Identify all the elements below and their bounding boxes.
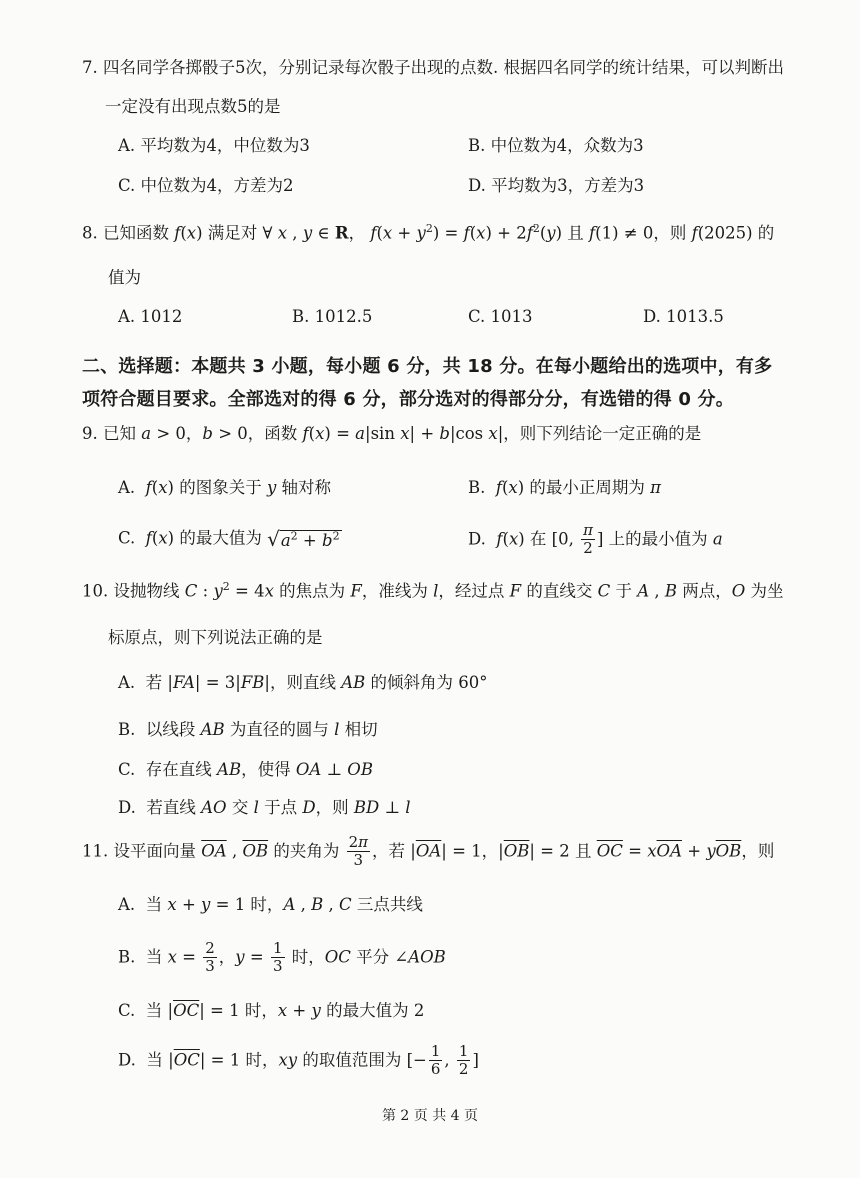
q7-option-a: A. 平均数为4，中位数为3 — [118, 136, 310, 155]
q11-option-d: D. 当 $|\overline{OC}| = 1$ 时，xy 的取值范围为 [− $\frac{1}{6}$ , $\frac{1}{2}$ ] — [118, 1042, 479, 1079]
page-footer: 第 2 页 共 4 页 — [381, 1108, 479, 1124]
q9-option-c: C. f(x) 的最大值为 $√a^2 + b^2$ — [118, 527, 340, 551]
q8-stem-line2: 值为 — [108, 268, 141, 287]
q11-option-c: C. 当 $|\overline{OC}| = 1$ 时，x + y 的最大值为 2 — [118, 1001, 425, 1020]
q7-option-d: D. 平均数为3，方差为3 — [468, 176, 645, 195]
q8-stem-line1: 8. 已知函数 f(x) 满足对 ∀ x , y ∈ R， $f(x + y^2) = f(x) + 2f^2(y)$ 且 f(1) ≠ 0，则 f(2025) 的 — [82, 222, 775, 243]
section2-heading-line1: 二、选择题：本题共 3 小题，每小题 6 分，共 18 分。在每小题给出的选项中，有多 — [82, 356, 773, 377]
q11-option-a: A. 当 x + y = 1 时，A , B , C 三点共线 — [118, 895, 423, 914]
q8-option-b: B. 1012.5 — [292, 307, 373, 326]
q10-number: 10. — [82, 581, 109, 601]
q9-number: 9. — [82, 424, 98, 443]
q11-stem: 11. 设平面向量 $\overline{OA}$ , $\overline{OB}$ 的夹角为 $\frac{2\pi}{3}$ ，若 $|\overline{OA}| = 1$，$|\overline{OB}| = 2$ 且 $\overline{OC} = x\overline{OA} + y\overline{OB}$，则 — [82, 833, 775, 870]
section2-heading-line2: 项符合题目要求。全部选对的得 6 分，部分选对的得部分分，有选错的得 0 分。 — [82, 389, 734, 410]
q10-option-a: A. 若 |FA| = 3|FB|，则直线 AB 的倾斜角为 60° — [118, 673, 488, 692]
q9-tail: ，则下列结论一定正确的是 — [503, 424, 702, 443]
q10-stem-line2: 标原点，则下列说法正确的是 — [108, 628, 323, 647]
q8-option-a: A. 1012 — [118, 307, 183, 326]
q9-option-a: A. f(x) 的图象关于 y 轴对称 — [118, 478, 332, 497]
q9-option-b: B. f(x) 的最小正周期为 π — [468, 478, 662, 497]
q11-number: 11. — [82, 841, 109, 861]
q10-stem-line1: 10. 设抛物线 C : $y^2 = 4x$ 的焦点为 F，准线为 l，经过点 F 的直线交 C 于 A , B 两点，O 为坐 — [82, 580, 784, 601]
q10-option-c: C. 存在直线 AB，使得 OA ⊥ OB — [118, 760, 373, 779]
q8-prefix: 8. 已知函数 — [82, 223, 169, 243]
q7-stem-line1: 7. 四名同学各掷骰子5次，分别记录每次骰子出现的点数. 根据四名同学的统计结果，可以判断出 — [82, 58, 784, 77]
q10-option-d: D. 若直线 AO 交 l 于点 D，则 BD ⊥ l — [118, 798, 411, 817]
q8-option-c: C. 1013 — [468, 307, 533, 326]
q7-option-b: B. 中位数为4，众数为3 — [468, 136, 644, 155]
q9-option-d: D. f(x) 在 [0, $\frac{\pi}{2}$ ] 上的最小值为 a — [468, 521, 723, 558]
q7-stem-line2: 一定没有出现点数5的是 — [105, 97, 281, 116]
q9-stem: 9. 已知 a > 0，b > 0，函数 f(x) = a|sin x| + b|cos x|，则下列结论一定正确的是 — [82, 424, 702, 443]
q8-option-d: D. 1013.5 — [643, 307, 724, 326]
q7-option-c: C. 中位数为4，方差为2 — [118, 176, 294, 195]
q10-option-b: B. 以线段 AB 为直径的圆与 l 相切 — [118, 720, 378, 739]
q11-option-b: B. 当 x = $\frac{2}{3}$ ，y = $\frac{1}{3}$ 时，OC 平分 ∠AOB — [118, 939, 446, 976]
